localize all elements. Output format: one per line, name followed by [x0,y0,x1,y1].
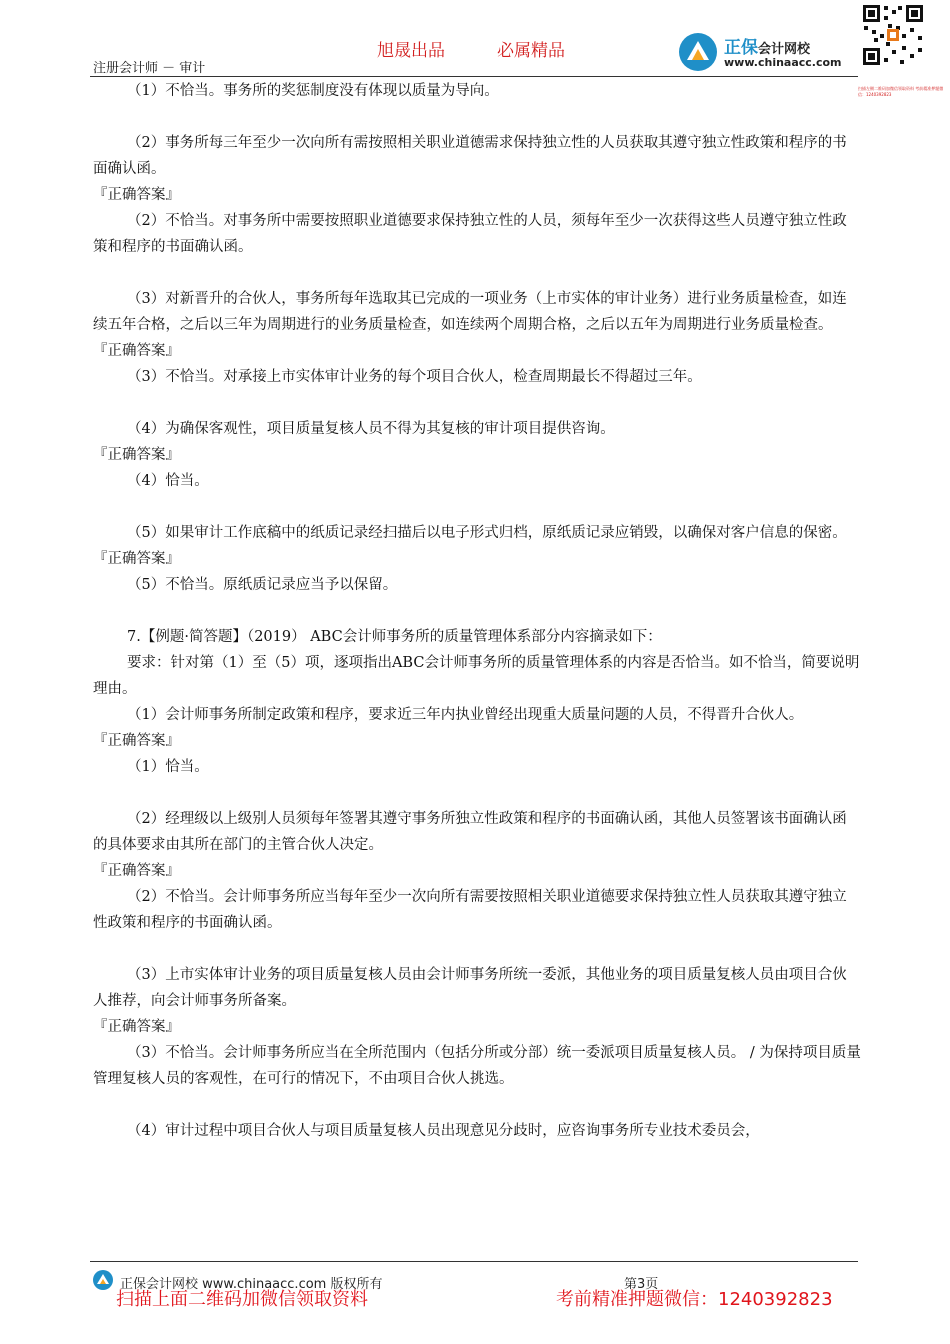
chinaacc-logo [678,30,856,74]
promo-right: 考前精准押题微信：1240392823 [556,1289,833,1310]
qr-note: 扫描左侧二维码加微信领取资料 考前精准押题微信：1240392823 [858,86,944,97]
footer-logo-icon [92,1269,114,1291]
answer-heading: 『正确答案』 [93,447,180,463]
page-footer [0,1255,950,1344]
promo-left: 扫描上面二维码加微信领取资料 [116,1289,368,1310]
slogan-right: 必属精品 [497,41,565,61]
question-title: 7.【例题·简答题】（2019） ABC会计师事务所的质量管理体系部分内容摘录如下： [127,629,662,645]
paragraph: （4）审计过程中项目合伙人与项目质量复核人员出现意见分歧时，应咨询事务所专业技术委员会， [127,1123,760,1139]
paragraph: （2）经理级以上级别人员须每年签署其遵守事务所独立性政策和程序的书面确认函，其他人员签署该书面确认函的具体要求由其所在部门的主管合伙人决定。 [93,811,847,853]
paragraph: （3）不恰当。对承接上市实体审计业务的每个项目合伙人，检查周期最长不得超过三年。 [127,369,702,385]
logo-icon [678,32,718,72]
footer-copyright: 正保会计网校 www.chinaacc.com 版权所有 [120,1277,383,1292]
paragraph: （1）不恰当。事务所的奖惩制度没有体现以质量为导向。 [127,83,499,99]
paragraph: （5）不恰当。原纸质记录应当予以保留。 [127,577,398,593]
answer-heading: 『正确答案』 [93,863,180,879]
answer-heading: 『正确答案』 [93,551,180,567]
course-title: 注册会计师 － 审计 [93,61,206,76]
paragraph: （4）恰当。 [127,473,209,489]
qr-code-icon [862,4,924,66]
page-number: 第3页 [624,1277,659,1292]
answer-heading: 『正确答案』 [93,343,180,359]
paragraph: （3）对新晋升的合伙人，事务所每年选取其已完成的一项业务（上市实体的审计业务）进行业务质量检查，如连续五年合格，之后以三年为周期进行的业务质量检查，如连续两个周期合格，之后以五年为周期进行业务质量检查。 [93,291,847,333]
paragraph: （2）不恰当。对事务所中需要按照职业道德要求保持独立性的人员，须每年至少一次获得这些人员遵守独立性政策和程序的书面确认函。 [93,213,847,255]
paragraph: 要求：针对第（1）至（5）项，逐项指出ABC会计师事务所的质量管理体系的内容是否恰当。如不恰当，简要说明理由。 [93,655,860,697]
header-divider [90,76,858,77]
paragraph: （1）恰当。 [127,759,209,775]
paragraph: （4）为确保客观性，项目质量复核人员不得为其复核的审计项目提供咨询。 [127,421,615,437]
answer-heading: 『正确答案』 [93,733,180,749]
slogan-left: 旭晟出品 [377,41,445,61]
paragraph: （2）不恰当。会计师事务所应当每年至少一次向所有需要按照相关职业道德要求保持独立性人员获取其遵守独立性政策和程序的书面确认函。 [93,889,847,931]
paragraph: （3）上市实体审计业务的项目质量复核人员由会计师事务所统一委派，其他业务的项目质量复核人员由项目合伙人推荐，向会计师事务所备案。 [93,967,847,1009]
logo-name: 正保会计网校 [724,38,811,58]
paragraph: （3）不恰当。会计师事务所应当在全所范围内（包括分所或分部）统一委派项目质量复核人员。 / 为保持项目质量管理复核人员的客观性，在可行的情况下，不由项目合伙人挑选。 [93,1045,861,1087]
document-body [93,78,861,1144]
answer-heading: 『正确答案』 [93,187,180,203]
logo-url: www.chinaacc.com [724,56,842,69]
paragraph: （2）事务所每三年至少一次向所有需按照相关职业道德需求保持独立性的人员获取其遵守独立性政策和程序的书面确认函。 [93,135,847,177]
footer-divider [90,1261,858,1262]
answer-heading: 『正确答案』 [93,1019,180,1035]
paragraph: （1）会计师事务所制定政策和程序，要求近三年内执业曾经出现重大质量问题的人员，不得晋升合伙人。 [127,707,804,723]
paragraph: （5）如果审计工作底稿中的纸质记录经扫描后以电子形式归档，原纸质记录应销毁，以确保对客户信息的保密。 [127,525,847,541]
